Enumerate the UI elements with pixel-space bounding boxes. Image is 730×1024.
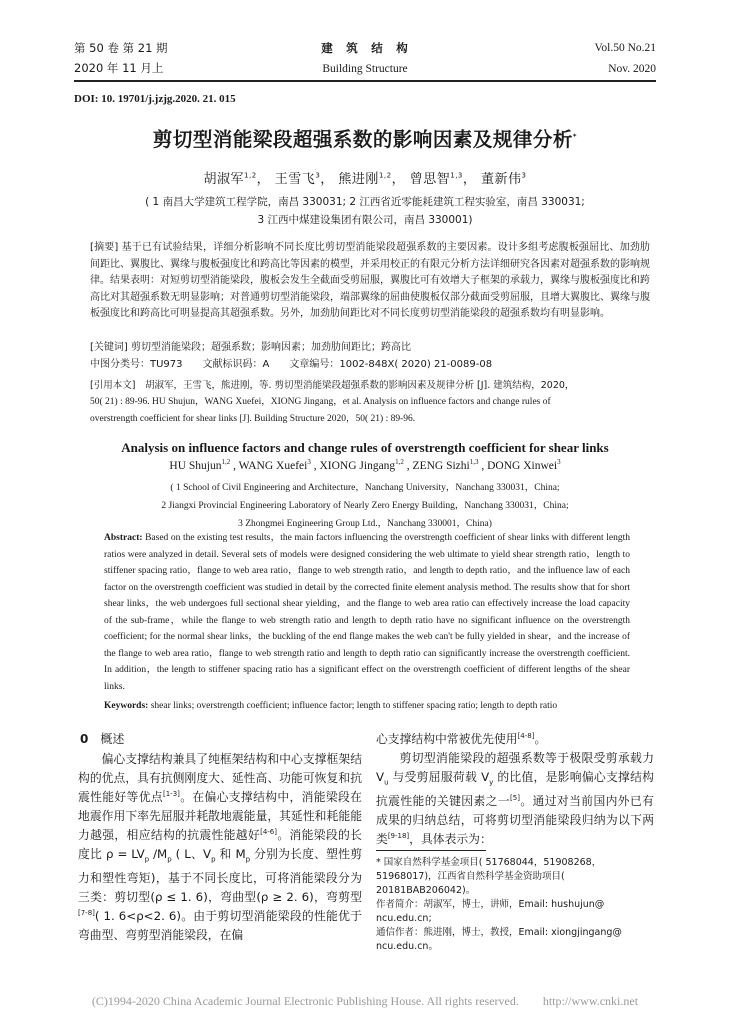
doi: DOI: 10. 19701/j.jzjg.2020. 21. 015 <box>74 93 236 105</box>
author-aff: 1,2 <box>244 171 257 180</box>
footnote-author: 作者简介：胡淑军，博士，讲师，Email: hushujun@ ncu.edu.cn; <box>376 899 605 924</box>
author-aff: 1,2 <box>395 458 404 467</box>
text-run: 的比值，是影响偏心支撑结构抗震性能的关键因素之一 <box>376 770 654 809</box>
title-cn <box>0 124 730 152</box>
author-aff: 1,2 <box>221 458 231 467</box>
footnote-rule <box>376 850 486 851</box>
title-en: Analysis on influence factors and change rules of overstrength coefficient for shear links <box>121 440 609 455</box>
text-run: 与受剪屈服荷载 V <box>388 770 490 784</box>
abstract-cn <box>90 240 650 323</box>
footnote <box>376 856 654 954</box>
footnote-corresponding: 通信作者：熊进刚，博士，教授，Email: xiongjingang@ ncu.edu.cn。 <box>376 927 622 952</box>
text-run: /M <box>149 847 168 861</box>
citation-ref: [7-8] <box>78 909 95 918</box>
body-paragraph-cont <box>376 730 654 749</box>
keywords-en <box>104 698 630 715</box>
copyright-watermark: (C)1994-2020 China Academic Journal Electronic Publishing House. All rights reserved. http://www.cnki.net <box>91 994 639 1008</box>
citation-text-1: 胡淑军，王雪飞，熊进刚，等. 剪切型消能梁段超强系数的影响因素及规律分析 [J]. 建筑结构，2020， <box>144 380 575 391</box>
section-number: 0 <box>80 732 89 746</box>
body-paragraph <box>376 749 654 849</box>
citation-line-3: overstrength coefficient for shear links [J]. Building Structure 2020，50( 21) : 89-96. <box>90 414 416 424</box>
keywords-cn <box>90 340 650 357</box>
abstract-en <box>104 530 630 695</box>
affiliation-en-3: 3 Zhongmei Engineering Group Ltd.，Nanchang 330001，China) <box>238 519 492 529</box>
journal-name-cn: 建 筑 结 构 <box>321 41 409 55</box>
author-aff: 3 <box>557 458 561 467</box>
citation-ref: [4-6] <box>260 828 277 837</box>
text-run: 。通过对当前国内外已有成果的归纳总结，可将剪切型消能梁段归纳为以下两类 <box>376 794 654 847</box>
text-run: ( L、V <box>171 847 212 861</box>
journal-name-en: Building Structure <box>322 63 408 75</box>
left-column <box>78 750 362 945</box>
subscript: y <box>489 778 494 787</box>
author-en: XIONG Jingang <box>319 460 396 472</box>
text-run: 和 M <box>215 847 246 861</box>
author-en: ZENG Sizhi <box>412 460 470 472</box>
author-cn: 胡淑军 <box>203 172 245 187</box>
author-cn: 熊进刚 <box>338 172 379 187</box>
affiliation-cn-2: 3 江西中煤建设集团有限公司，南昌 330001) <box>257 214 473 226</box>
author-aff: 1,3 <box>469 458 479 467</box>
author-aff: 3 <box>521 171 527 180</box>
author-aff: 3 <box>307 458 311 467</box>
title-footnote-mark: * <box>572 132 578 141</box>
citation-ref: [9-18] <box>387 832 410 841</box>
section-title: 概述 <box>100 732 125 746</box>
text-run: 心支撑结构中常被优先使用 <box>376 732 518 746</box>
date-en: Nov. 2020 <box>608 63 656 75</box>
volume-issue-cn: 第 50 卷 第 21 期 <box>74 41 168 55</box>
abstract-en-text: Based on the existing test results，the main factors influencing the overstrength coefficient of shear links with different length ratios were analyzed in detail. Several sets of models were designed considering the web ultimate to yield shear strength ratio，length to stiffener spacing ratio，flange to web area ratio，flange to web strength ratio，and length to depth ratio，and the influence law of each factor on the overstrength coefficient was studied in detail by the corrected finite element analysis method. The results show that for short shear links，the web undergoes full sectional shear yielding，and the flange to web area ratio can effectively increase the load capacity of the sub-frame，while the flange to web strength ratio and length to depth ratio have no significant influence on the overstrength coefficient; for the normal shear links，the buckling of the end flange makes the web can't be fully yielded in shear，and the increase of the flange to web area ratio，flange to web strength ratio and length to depth ratio can significantly increase the overstrength coefficient. In addition，the length to stiffener spacing ratio has a significant effect on the overstrength coefficient of different lengths of the shear links. <box>104 533 630 692</box>
keywords-en-label: Keywords: <box>104 701 149 711</box>
author-cn: 王雪飞 <box>274 172 316 187</box>
author-cn: 曾思智 <box>409 172 451 187</box>
keywords-cn-text: 剪切型消能梁段；超强系数；影响因素；加劲肋间距比；跨高比 <box>131 342 411 353</box>
citation-ref: [5] <box>510 794 520 803</box>
text-run: 偏心支撑结构兼具了纯框架结构和中心支撑框架结构的优点，具有抗侧刚度大、延性高、功能可恢复和抗震性能好等优点 <box>78 752 362 804</box>
affiliation-cn-1: ( 1 南昌大学建筑工程学院，南昌 330031; 2 江西省近零能耗建筑工程实验室，南昌 330031; <box>145 196 585 208</box>
title-cn-text: 剪切型消能梁段超强系数的影响因素及规律分析 <box>152 128 573 151</box>
author-en: WANG Xuefei <box>238 460 308 472</box>
author-aff: 1,2 <box>378 171 392 180</box>
date-cn: 2020 年 11 月上 <box>74 61 164 75</box>
abstract-en-label: Abstract: <box>104 533 143 543</box>
keywords-en-text: shear links; overstrength coefficient; influence factor; length to stiffener spacing ratio; length to depth ratio <box>150 701 558 711</box>
author-aff: 1,3 <box>450 171 463 180</box>
citation <box>90 377 650 428</box>
text-run: 分别为长度、塑性剪力和塑性弯矩)，基于不同长度比，可将消能梁段分为三类：剪切型(ρ ≤ 1. 6)，弯曲型(ρ ≥ 2. 6)，弯剪型 <box>78 847 362 905</box>
section-heading <box>80 730 124 747</box>
authors-en: HU Shujun$^{1,2}$ , WANG Xuefei$^3$ , XIONG Jingang$^{1,2}$ , ZENG Sizhi$^{1,3}$ , DONG Xinwei$^3$ <box>169 458 561 472</box>
citation-line-1 <box>90 377 650 394</box>
text-run: 剪切型消能梁段的超强系数等于极限受剪承载力 V <box>376 751 654 784</box>
citation-ref: [4-8] <box>517 732 535 741</box>
affiliation-en-1: ( 1 School of Civil Engineering and Architecture，Nanchang University，Nanchang 330031，China; <box>170 483 560 493</box>
text-run: 。消能梁段的长度比 ρ = LV <box>78 828 362 861</box>
body-paragraph: 偏心支撑结构兼具了纯框架结构和中心支撑框架结构的优点，具有抗侧刚度大、延性高、功能可恢复和抗震性能好等优点[1-3]。在偏心支撑结构中，消能梁段在地震作用下率先屈服并耗散地震能量，其延性和耗能能力越强，相应结构的抗震性能越好[4-6]。消能梁段的长度比 $\rho = LV_p$ $/M_p$ ( L、$V_p$ 和 $M_p$ 分别为长度、塑性剪力和塑性弯矩)，基于不同长度比，可将消能梁段分为三类：剪切型(ρ ≤ 1. 6)，弯曲型(ρ ≥ 2. 6)，弯剪型[7-8]( 1. 6<ρ<2. 6)。由于剪切型消能梁段的性能优于弯曲型、弯剪型消能梁段，在偏 <box>78 752 362 943</box>
author-aff: 3 <box>315 171 321 180</box>
abstract-cn-label: [摘要] <box>90 242 119 253</box>
footnote-fund: * 国家自然科学基金项目( 51768044，51908268，51968017)，江西省自然科学基金资助项目( 20181BAB206042)。 <box>376 857 602 896</box>
affiliation-en-2: 2 Jiangxi Provincial Engineering Laboratory of Nearly Zero Energy Building，Nanchang 330031，China; <box>161 501 569 511</box>
authors-cn: 胡淑军$^{1,2}$， 王雪飞$^3$， 熊进刚$^{1,2}$， 曾思智$^{1,3}$， 董新伟$^3$ <box>203 171 527 187</box>
volume-issue-en: Vol.50 No.21 <box>594 42 656 54</box>
classification-cn: 中图分类号：TU973 文献标识码：A 文章编号：1002-848X( 2020) 21-0089-08 <box>90 359 493 370</box>
text-run: 。在偏心支撑结构中，消能梁段在地震作用下率先屈服并耗散地震能量，其延性和耗能能力越强，相应结构的抗震性能越好 <box>78 790 362 842</box>
text-run: 。 <box>534 732 547 746</box>
right-column <box>376 730 654 849</box>
text-run: ，具体表示为： <box>409 832 492 847</box>
header-rule <box>74 80 656 82</box>
text-run: ( 1. 6<ρ<2. 6)。由于剪切型消能梁段的性能优于弯曲型、弯剪型消能梁段，在偏 <box>78 909 362 943</box>
subscript: u <box>384 778 389 787</box>
author-cn: 董新伟 <box>481 172 522 187</box>
author-en: DONG Xinwei <box>487 460 558 472</box>
abstract-cn-text: 基于已有试验结果，详细分析影响不同长度比剪切型消能梁段超强系数的主要因素。设计多组考虑腹板强屈比、加劲肋间距比、翼腹比、翼缘与腹板强度比和跨高比等因素的模型，并采用校正的有限元分析方法详细研究各因素对超强系数的影响规律。结果表明：对短剪切型消能梁段，腹板会发生全截面受剪屈服，翼腹比可有效增大子框架的承载力，翼缘与腹板强度比和跨高比对其超强系数无明显影响；对普通剪切型消能梁段，端部翼缘的屈曲使腹板仅部分截面受剪屈服，且增大翼腹比、翼缘与腹板强度比和跨高比可明显提高其超强系数。另外，加劲肋间距比对不同长度剪切型消能梁段的超强系数均有明显影响。 <box>90 242 650 319</box>
citation-ref: [1-3] <box>162 790 180 799</box>
keywords-cn-label: [关键词] <box>90 342 128 353</box>
citation-line-2: 50( 21) : 89-96. HU Shujun，WANG Xuefei，XIONG Jingang，et al. Analysis on influence factors and change rules of <box>90 397 551 407</box>
citation-label: [引用本文] <box>90 380 136 391</box>
author-en: HU Shujun <box>169 460 222 472</box>
